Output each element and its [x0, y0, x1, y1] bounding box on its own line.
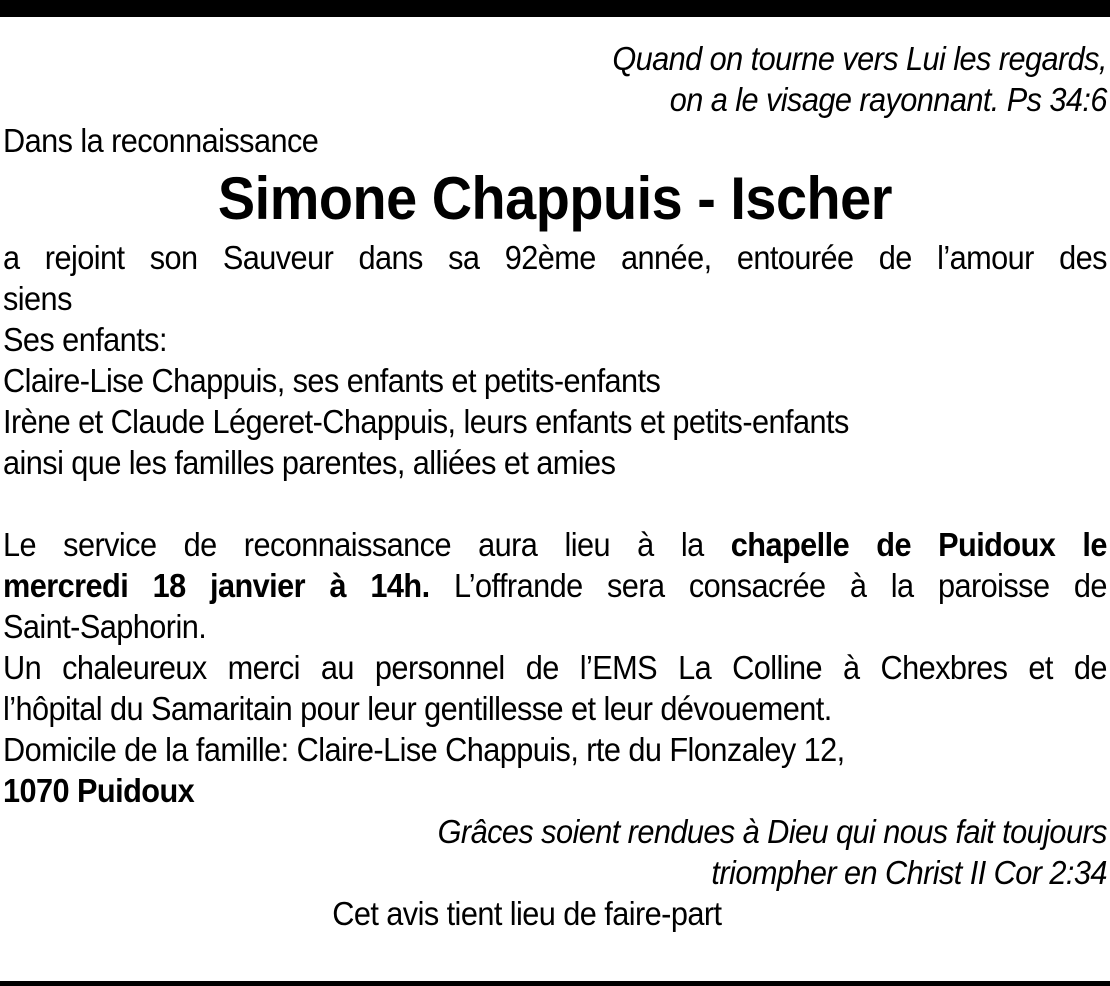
deceased-name: Simone Chappuis - Ischer [217, 165, 892, 232]
service-date: mercredi 18 janvier à 14h. [3, 567, 430, 604]
notice-text: Cet avis tient lieu de faire-part [332, 895, 722, 932]
top-rule [0, 0, 1110, 17]
intro-text: Dans la reconnaissance [3, 122, 319, 159]
closing-verse-line-2: triompher en Christ II Cor 2:34 [711, 854, 1107, 891]
thanks-line-2: l’hôpital du Samaritain pour leur gentillesse et leur dévouement. [3, 690, 832, 727]
announcement-line-2: siens [3, 280, 72, 317]
epigraph-line-1: Quand on tourne vers Lui les regards, [612, 40, 1107, 77]
service-text: Le service de reconnaissance aura lieu à la [3, 526, 704, 563]
domicile-line-2: 1070 Puidoux [3, 772, 195, 809]
service-line-2 [3, 565, 1107, 606]
bottom-rule [0, 981, 1110, 986]
family-member: Claire-Lise Chappuis, ses enfants et petits-enfants [3, 362, 661, 399]
family-member: Irène et Claude Légeret-Chappuis, leurs enfants et petits-enfants [3, 403, 849, 440]
thanks-line-1: Un chaleureux merci au personnel de l’EMS La Colline à Chexbres et de [3, 649, 1107, 686]
obituary-notice [3, 38, 1107, 934]
family-member: ainsi que les familles parentes, alliées et amies [3, 444, 616, 481]
offering-text: L’offrande sera consacrée à la paroisse de [453, 567, 1107, 604]
announcement-line-1: a rejoint son Sauveur dans sa 92ème année, entourée de l’amour des [3, 239, 1107, 276]
domicile-line-1: Domicile de la famille: Claire-Lise Chappuis, rte du Flonzaley 12, [3, 731, 845, 768]
service-line-3: Saint-Saphorin. [3, 608, 207, 645]
service-line-1 [3, 524, 1107, 565]
closing-verse-line-1: Grâces soient rendues à Dieu qui nous fait toujours [437, 813, 1107, 850]
epigraph-line-2: on a le visage rayonnant. Ps 34:6 [669, 81, 1107, 118]
paragraph-spacer [3, 483, 1107, 524]
family-heading: Ses enfants: [3, 321, 167, 358]
service-location: chapelle de Puidoux le [730, 526, 1107, 563]
